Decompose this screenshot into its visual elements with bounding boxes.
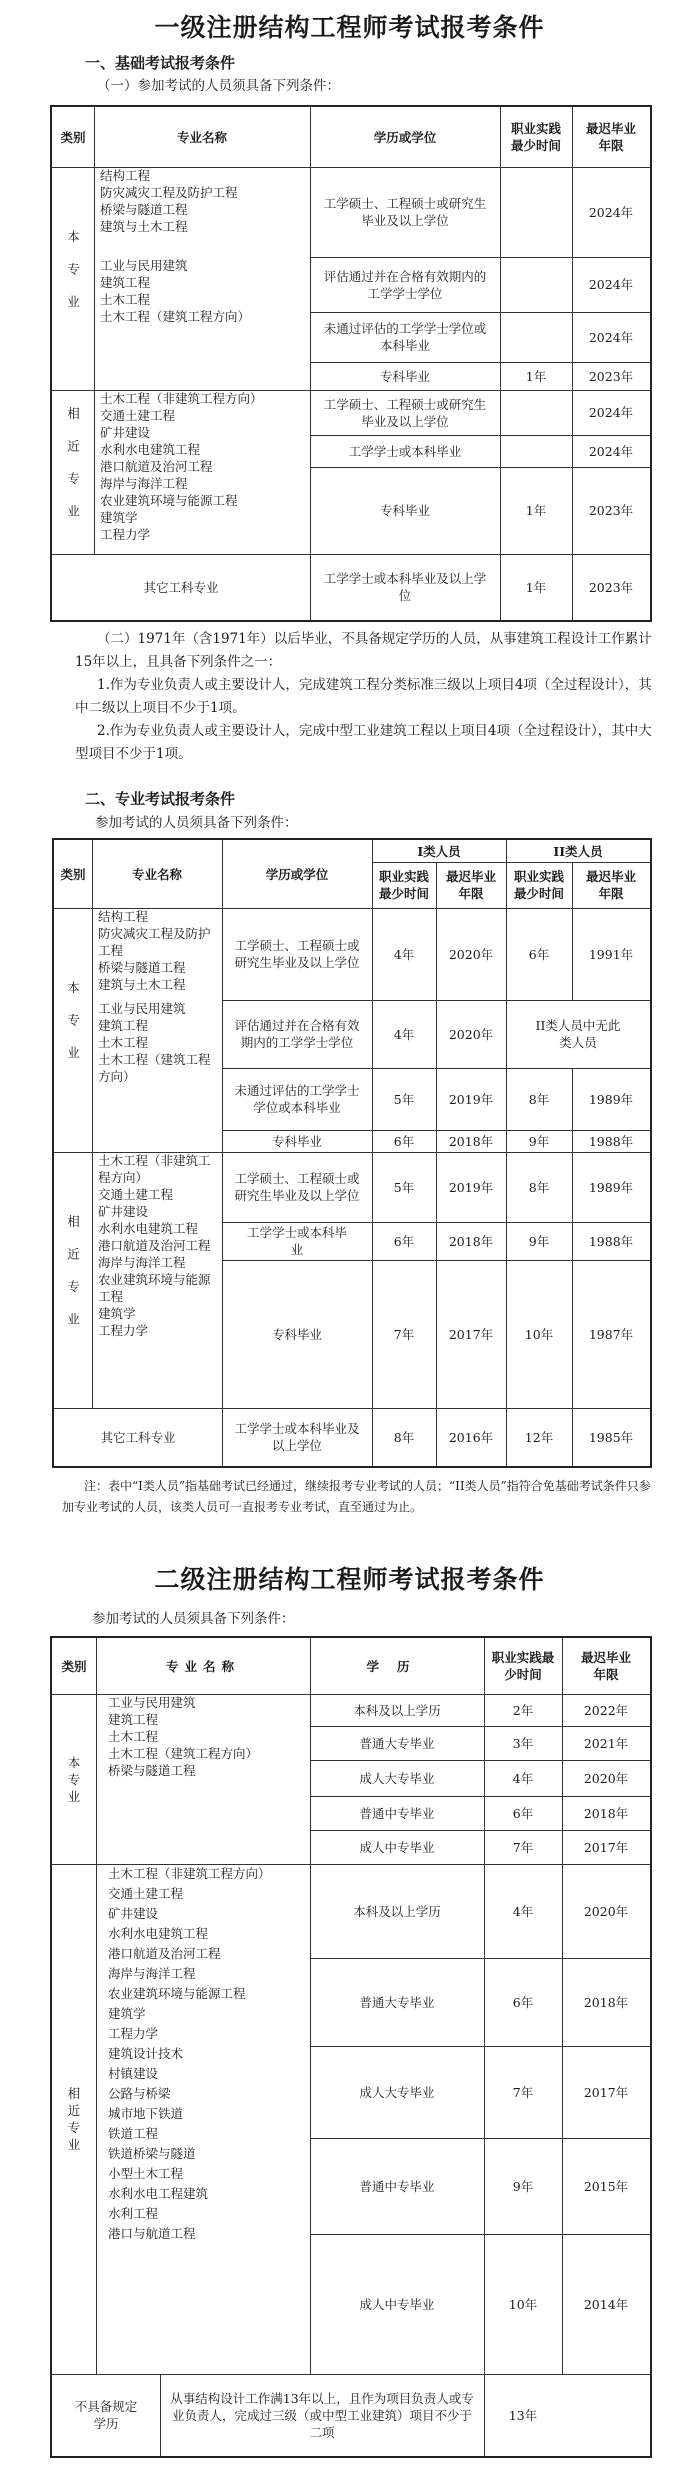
pro-row3-y1: 2019年 — [448, 1091, 494, 1107]
l2-xj-row2-degree: 普通大专毕业 — [359, 1994, 435, 2010]
l2-ben-row1-degree: 本科及以上学历 — [353, 1702, 441, 1718]
l2-xj-row4-time: 9年 — [512, 2178, 534, 2194]
l2-xj-row1-degree: 本科及以上学历 — [353, 1903, 441, 1919]
row5-degree: 工学硕士、工程硕士或研究生毕业及以上学位 — [323, 396, 487, 429]
l2-ben-row3-degree: 成人大专毕业 — [359, 1770, 435, 1786]
l2-ben-row3-time: 4年 — [512, 1770, 534, 1786]
l2-header-category: 类别 — [61, 1658, 87, 1674]
pro-row7-y2: 1987年 — [588, 1326, 634, 1342]
row6-degree: 工学学士或本科毕业 — [348, 443, 462, 459]
pro-header-major: 专业名称 — [131, 866, 182, 882]
l2-ben-row2-time: 3年 — [512, 1735, 534, 1751]
pro-row4-y1: 2018年 — [448, 1133, 494, 1149]
basic-exam-item1: 1.作为专业负责人或主要设计人，完成建筑工程分类标准三级以上项目4项（全过程设计），其中二级以上项目不少于1项。 — [75, 677, 652, 716]
pro-row1-t2: 6年 — [528, 946, 550, 962]
pro-header-category: 类别 — [60, 866, 86, 882]
ben-majors-b: 工业与民用建筑 建筑工程 土木工程 土木工程（建筑工程方向） — [100, 258, 251, 324]
pro-row8-y1: 2016年 — [448, 1429, 494, 1445]
l2-ben-row5-degree: 成人中专毕业 — [359, 1839, 435, 1855]
pro-row3-t2: 8年 — [528, 1091, 550, 1107]
xj-majors: 土木工程（非建筑工程方向） 交通土建工程 矿井建设 水利水电建筑工程 港口航道及治河工程 海岸与海洋工程 农业建筑环境与能源工程 建筑学 工程力学 — [100, 391, 263, 542]
l2-xj-row2-year: 2018年 — [583, 1994, 629, 2010]
basic-exam-table — [50, 105, 652, 622]
pro-row2-degree: 评估通过并在合格有效期内的工学学士学位 — [234, 1018, 360, 1050]
l2-ben-row4-degree: 普通中专毕业 — [359, 1805, 435, 1821]
l2-category-ben: 本专业 — [67, 1754, 81, 1804]
l2-ben-row2-degree: 普通大专毕业 — [359, 1735, 435, 1751]
pro-header-year1: 最迟毕业年限 — [446, 869, 497, 901]
row7-degree: 专科毕业 — [379, 503, 430, 518]
pro-row6-y1: 2018年 — [448, 1233, 494, 1249]
row8-time: 1年 — [525, 579, 547, 595]
header-degree: 学历或学位 — [373, 129, 437, 145]
pro-row6-t2: 9年 — [528, 1233, 550, 1249]
pro-row5-t2: 8年 — [528, 1179, 550, 1195]
pro-ben-majors-b: 工业与民用建筑 建筑工程 土木工程 土木工程（建筑工程方向） — [98, 1001, 211, 1084]
pro-xj-majors: 土木工程（非建筑工程方向） 交通土建工程 矿井建设 水利水电建筑工程 港口航道及治河工程 海岸与海洋工程 农业建筑环境与能源工程 建筑学 工程力学 — [98, 1153, 211, 1338]
pro-row2-y1: 2020年 — [448, 1026, 494, 1042]
pro-row4-t2: 9年 — [528, 1133, 550, 1149]
category-ben: 本专业 — [65, 229, 81, 328]
pro-category-xj: 相近专业 — [65, 1215, 81, 1345]
pro-row7-y1: 2017年 — [448, 1326, 494, 1342]
pro-row3-y2: 1989年 — [588, 1091, 634, 1107]
pro-header-time2: 职业实践最少时间 — [513, 869, 564, 901]
l2-ben-row4-year: 2018年 — [583, 1805, 629, 1821]
pro-ben-majors-a: 结构工程 防灾减灾工程及防护工程 桥梁与隧道工程 建筑与土木工程 — [98, 909, 211, 992]
l2-header-year: 最迟毕业年限 — [580, 1650, 631, 1682]
pro-row1-y1: 2020年 — [448, 946, 494, 962]
l2-ben-majors: 工业与民用建筑 建筑工程 土木工程 土木工程（建筑工程方向） 桥梁与隧道工程 — [108, 1695, 259, 1778]
row7-time: 1年 — [525, 503, 547, 518]
l2-xj-row5-degree: 成人中专毕业 — [359, 2296, 435, 2312]
row6-year: 2024年 — [588, 443, 634, 459]
row5-year: 2024年 — [588, 405, 634, 420]
l2-header-major: 专业名称 — [165, 1658, 240, 1674]
l2-xj-row1-year: 2020年 — [583, 1903, 629, 1919]
l2-xj-row2-time: 6年 — [512, 1994, 534, 2010]
row1-degree: 工学硕士、工程硕士或研究生毕业及以上学位 — [323, 196, 487, 228]
pro-header-type1: I类人员 — [417, 843, 461, 859]
pro-row7-t1: 7年 — [393, 1326, 415, 1342]
pro-row8-t1: 8年 — [393, 1429, 415, 1445]
l2-none-desc: 从事结构设计工作满13年以上，且作为项目负责人或专业负责人，完成过三级（或中型工业建筑）项目不少于二项 — [170, 2390, 474, 2440]
pro-row4-y2: 1988年 — [588, 1133, 634, 1149]
basic-exam-item2: 2.作为专业负责人或主要设计人，完成中型工业建筑工程以上项目4项（全过程设计），其中大型项目不少于1项。 — [75, 723, 652, 762]
pro-row3-t1: 5年 — [393, 1091, 415, 1107]
pro-row6-degree: 工学学士或本科毕业 — [246, 1225, 347, 1257]
pro-row4-degree: 专科毕业 — [271, 1133, 322, 1149]
row1-year: 2024年 — [588, 204, 634, 220]
level2-intro: 参加考试的人员须具备下列条件： — [92, 1611, 295, 1627]
l2-xj-row5-time: 10年 — [508, 2296, 538, 2312]
row4-year: 2023年 — [588, 368, 634, 384]
level2-table — [50, 1636, 652, 2458]
pro-row8-y2: 1985年 — [588, 1429, 634, 1445]
row4-time: 1年 — [525, 368, 547, 384]
pro-row5-y1: 2019年 — [448, 1179, 494, 1195]
row2-degree: 评估通过并在合格有效期内的工学学士学位 — [323, 268, 487, 301]
pro-row5-t1: 5年 — [393, 1179, 415, 1195]
l2-ben-row1-year: 2022年 — [583, 1702, 629, 1718]
pro-exam-table — [52, 838, 652, 1468]
l2-ben-row3-year: 2020年 — [583, 1770, 629, 1786]
pro-row1-degree: 工学硕士、工程硕士或研究生毕业及以上学位 — [234, 938, 360, 970]
pro-header-degree: 学历或学位 — [265, 866, 329, 882]
pro-category-other: 其它工科专业 — [100, 1429, 176, 1445]
row3-year: 2024年 — [588, 329, 634, 345]
pro-row5-y2: 1989年 — [588, 1179, 634, 1195]
category-other: 其它工科专业 — [143, 579, 219, 595]
pro-row7-degree: 专科毕业 — [271, 1326, 322, 1342]
basic-exam-sub2: （二）1971年（含1971年）以后毕业，不具备规定学历的人员，从事建筑工程设计工作累计15年以上，且具备下列条件之一： — [75, 631, 652, 670]
l2-xj-row3-year: 2017年 — [583, 2084, 629, 2100]
header-latest-year: 最迟毕业年限 — [586, 121, 637, 153]
pro-row1-t1: 4年 — [393, 946, 415, 962]
category-xj: 相近专业 — [65, 407, 81, 537]
l2-header-degree: 学历 — [366, 1658, 428, 1674]
l2-none-time: 13年 — [508, 2407, 538, 2423]
row8-degree: 工学学士或本科毕业及以上学位 — [323, 571, 487, 603]
row8-year: 2023年 — [588, 579, 634, 595]
basic-exam-heading: 一、基础考试报考条件 — [85, 54, 236, 72]
pro-row5-degree: 工学硕士、工程硕士或研究生毕业及以上学位 — [234, 1171, 360, 1203]
l2-xj-row4-degree: 普通中专毕业 — [359, 2178, 435, 2194]
header-category: 类别 — [60, 129, 86, 145]
header-major: 专业名称 — [176, 129, 227, 145]
pro-header-type2: II类人员 — [553, 843, 603, 859]
row3-degree: 未通过评估的工学学士学位或本科毕业 — [323, 321, 487, 353]
pro-row6-y2: 1988年 — [588, 1233, 634, 1249]
l2-category-none: 不具备规定学历 — [74, 2399, 138, 2431]
title-level1: 一级注册结构工程师考试报考条件 — [154, 13, 545, 42]
header-min-time: 职业实践最少时间 — [510, 121, 561, 153]
l2-xj-majors: 土木工程（非建筑工程方向） 交通土建工程 矿井建设 水利水电建筑工程 港口航道及治河工程 海岸与海洋工程 农业建筑环境与能源工程 建筑学 工程力学 建筑设计技术 村镇建设 公路与桥梁 城市地下铁道 铁道工程 铁道桥梁与隧道 小型土木工程 水利水电工程建筑 水利工程 港口与航道工程 — [108, 1866, 271, 2241]
pro-row1-y2: 1991年 — [588, 946, 634, 962]
pro-row7-t2: 10年 — [524, 1326, 554, 1342]
l2-header-time: 职业实践最少时间 — [491, 1650, 555, 1682]
basic-exam-sub1: （一）参加考试的人员须具备下列条件： — [97, 78, 340, 94]
l2-xj-row3-time: 7年 — [512, 2084, 534, 2100]
pro-exam-note: 注：表中“I类人员”指基础考试已经通过，继续报考专业考试的人员；“II类人员”指符合免基础考试条件只参加专业考试的人员，该类人员可一直报考专业考试，直至通过为止。 — [62, 1479, 651, 1514]
pro-row8-t2: 12年 — [524, 1429, 554, 1445]
pro-exam-intro: 参加考试的人员须具备下列条件： — [95, 815, 298, 831]
pro-row2-merged: II类人员中无此类人员 — [535, 1018, 621, 1050]
pro-row6-t1: 6年 — [393, 1233, 415, 1249]
row4-degree: 专科毕业 — [379, 368, 430, 384]
pro-header-year2: 最迟毕业年限 — [586, 869, 637, 901]
l2-ben-row1-time: 2年 — [512, 1702, 534, 1718]
l2-xj-row4-year: 2015年 — [583, 2178, 629, 2194]
l2-xj-row5-year: 2014年 — [583, 2296, 629, 2312]
pro-category-ben: 本专业 — [65, 981, 81, 1079]
l2-xj-row1-time: 4年 — [512, 1903, 534, 1919]
pro-row8-degree: 工学学士或本科毕业及以上学位 — [234, 1421, 360, 1453]
pro-row4-t1: 6年 — [393, 1133, 415, 1149]
pro-row3-degree: 未通过评估的工学学士学位或本科毕业 — [234, 1083, 360, 1115]
l2-ben-row4-time: 6年 — [512, 1805, 534, 1821]
l2-category-xj: 相近专业 — [67, 2086, 81, 2152]
l2-ben-row2-year: 2021年 — [583, 1735, 629, 1751]
pro-row2-t1: 4年 — [393, 1026, 415, 1042]
row7-year: 2023年 — [588, 503, 634, 518]
l2-ben-row5-year: 2017年 — [583, 1839, 629, 1855]
row2-year: 2024年 — [588, 277, 634, 292]
title-level2: 二级注册结构工程师考试报考条件 — [154, 1565, 545, 1594]
l2-xj-row3-degree: 成人大专毕业 — [359, 2084, 435, 2100]
ben-majors-a: 结构工程 防灾减灾工程及防护工程 桥梁与隧道工程 建筑与土木工程 — [100, 168, 238, 234]
pro-exam-heading: 二、专业考试报考条件 — [85, 790, 236, 808]
pro-header-time1: 职业实践最少时间 — [378, 869, 429, 901]
l2-ben-row5-time: 7年 — [512, 1839, 534, 1855]
